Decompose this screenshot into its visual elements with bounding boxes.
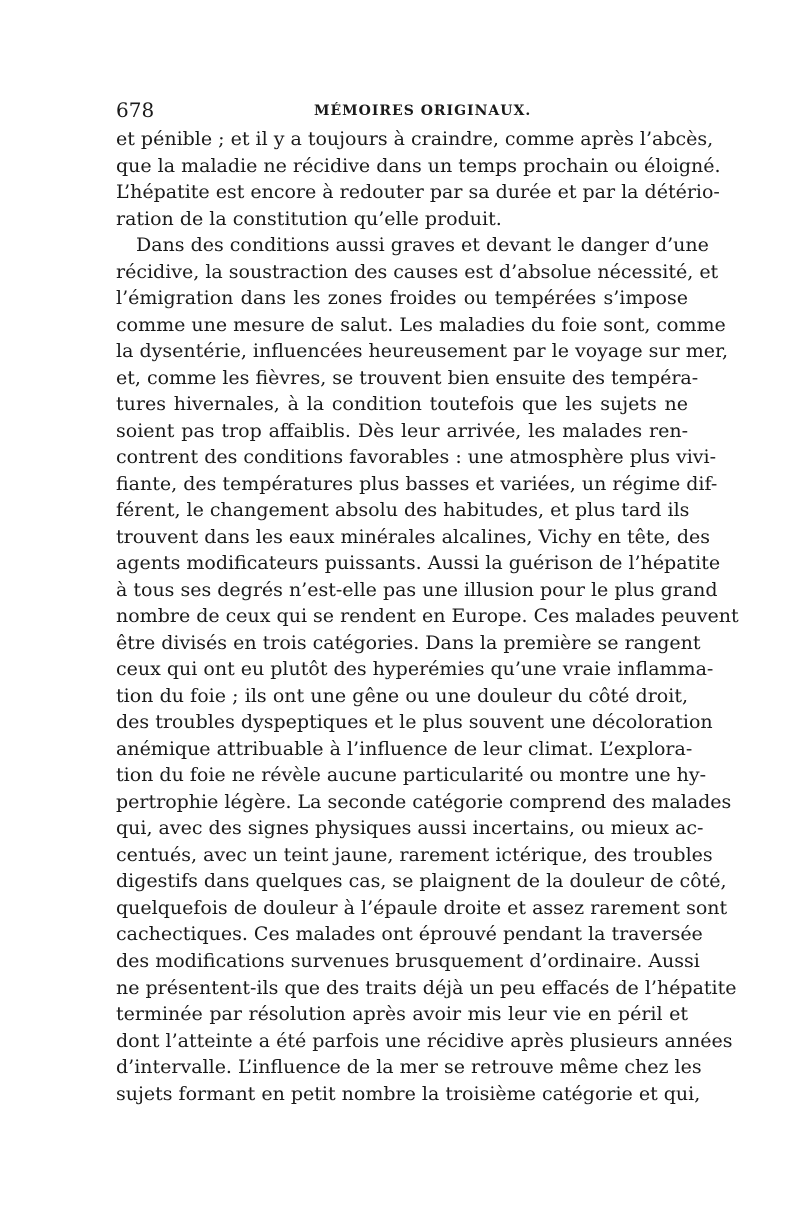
text-line: digestifs dans quelques cas, se plaignent de la douleur de côté,	[116, 870, 727, 893]
text-line: des modifications survenues brusquement d’ordinaire. Aussi	[116, 949, 700, 972]
text-line: quelquefois de douleur à l’épaule droite et assez rarement sont	[116, 896, 728, 919]
text-line: L’hépatite est encore à redouter par sa durée et par la détério-	[116, 181, 720, 204]
running-head: MÉMOIRES ORIGINAUX.	[314, 103, 532, 119]
body-text	[116, 126, 739, 1107]
text-line: cachectiques. Ces malades ont éprouvé pendant la traversée	[116, 923, 703, 946]
text-line: soient pas trop affaiblis. Dès leur arrivée, les malades ren-	[116, 419, 688, 442]
text-line: nombre de ceux qui se rendent en Europe. Ces malades peuvent	[116, 605, 739, 628]
text-line: sujets formant en petit nombre la troisième catégorie et qui,	[116, 1082, 701, 1105]
text-line: l’émigration dans les zones froides ou tempérées s’impose	[116, 287, 688, 310]
text-line: comme une mesure de salut. Les maladies du foie sont, comme	[116, 313, 726, 336]
text-line: la dysentérie, influencées heureusement par le voyage sur mer,	[116, 340, 729, 363]
text-line: tures hivernales, à la condition toutefois que les sujets ne	[116, 393, 688, 416]
text-line: ne présentent-ils que des traits déjà un peu effacés de l’hépatite	[116, 976, 737, 999]
text-line: récidive, la soustraction des causes est d’absolue nécessité, et	[116, 260, 719, 283]
text-line: ceux qui ont eu plutôt des hyperémies qu’une vraie inflamma-	[116, 658, 714, 681]
text-line: et, comme les fièvres, se trouvent bien ensuite des tempéra-	[116, 366, 699, 389]
text-line: férent, le changement absolu des habitudes, et plus tard ils	[116, 499, 690, 522]
page-header	[116, 98, 684, 122]
text-line: centués, avec un teint jaune, rarement ictérique, des troubles	[116, 843, 713, 866]
text-line: trouvent dans les eaux minérales alcalines, Vichy en tête, des	[116, 525, 711, 548]
text-line: dont l’atteinte a été parfois une récidive après plusieurs années	[116, 1029, 733, 1052]
text-line: à tous ses degrés n’est-elle pas une illusion pour le plus grand	[116, 578, 718, 601]
text-line: terminée par résolution après avoir mis leur vie en péril et	[116, 1003, 688, 1026]
text-line: Dans des conditions aussi graves et devant le danger d’une	[136, 234, 709, 257]
text-line: tion du foie ; ils ont une gêne ou une douleur du côté droit,	[116, 684, 688, 707]
text-line: être divisés en trois catégories. Dans la première se rangent	[116, 631, 701, 654]
text-line: qui, avec des signes physiques aussi incertains, ou mieux ac-	[116, 817, 704, 840]
text-line: anémique attribuable à l’influence de leur climat. L’explora-	[116, 737, 693, 760]
text-line: pertrophie légère. La seconde catégorie comprend des malades	[116, 790, 732, 813]
text-line: et pénible ; et il y a toujours à craindre, comme après l’abcès,	[116, 128, 714, 150]
text-line: des troubles dyspeptiques et le plus souvent une décoloration	[116, 711, 713, 734]
text-line: que la maladie ne récidive dans un temps prochain ou éloigné.	[116, 154, 721, 177]
text-line: contrent des conditions favorables : une atmosphère plus vivi-	[116, 446, 717, 469]
text-line: ration de la constitution qu’elle produit.	[116, 207, 502, 230]
text-line: d’intervalle. L’influence de la mer se retrouve même chez les	[116, 1056, 702, 1079]
page-number: 678	[116, 98, 155, 122]
text-line: fiante, des températures plus basses et variées, un régime dif-	[116, 472, 718, 495]
text-line: agents modificateurs puissants. Aussi la guérison de l’hépatite	[116, 552, 721, 575]
text-line: tion du foie ne révèle aucune particularité ou montre une hy-	[116, 764, 707, 787]
